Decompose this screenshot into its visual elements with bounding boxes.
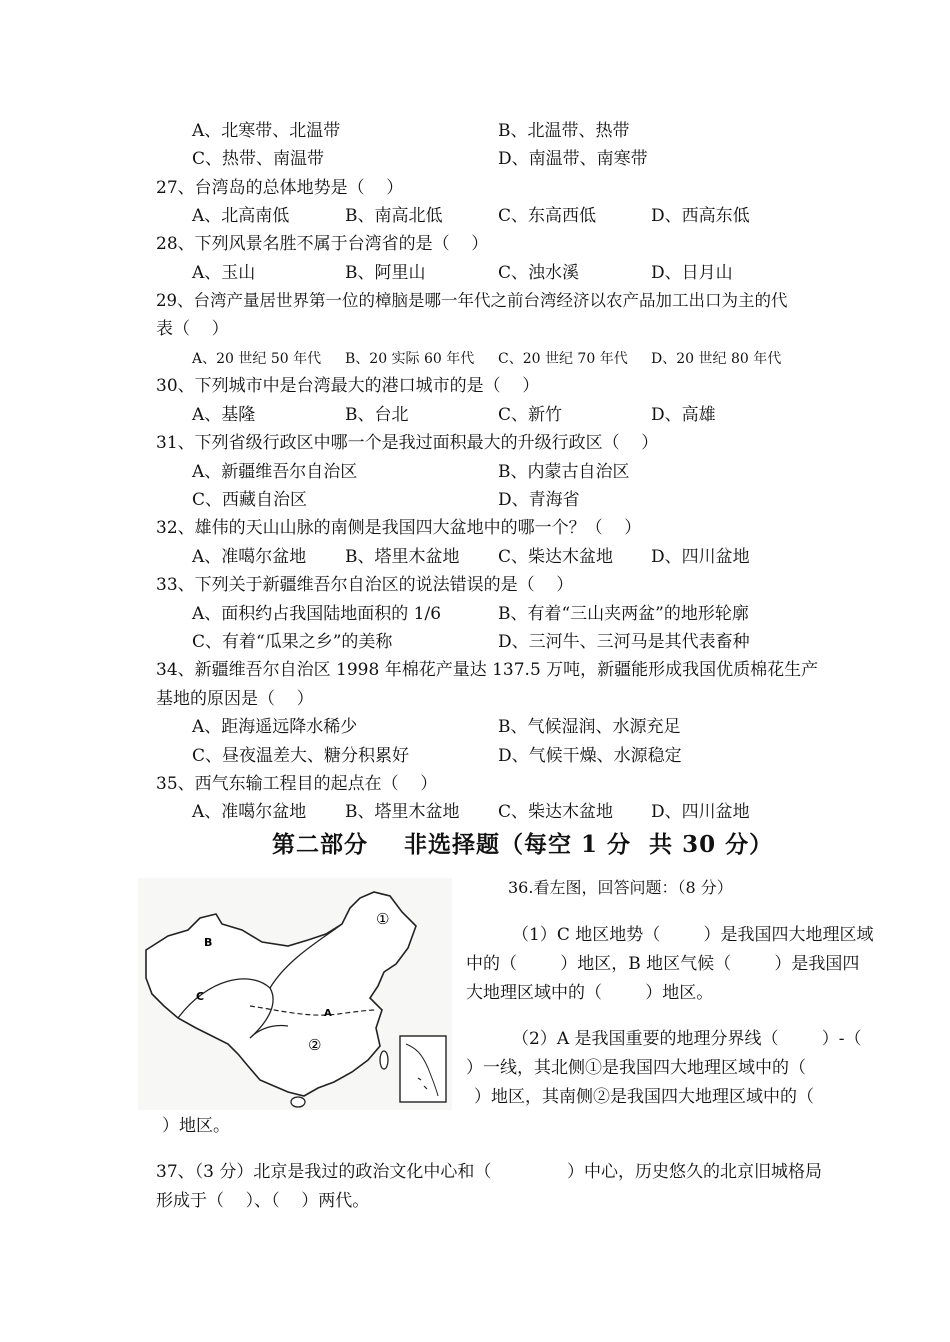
q34-option-d: D、气候干燥、水源稳定 bbox=[498, 746, 682, 766]
q29-option-d: D、20 世纪 80 年代 bbox=[651, 351, 782, 367]
q30-stem: 30、下列城市中是台湾最大的港口城市的是（ ） bbox=[156, 376, 540, 396]
q34-option-b: B、气候湿润、水源充足 bbox=[498, 717, 681, 737]
map-label-c: C bbox=[196, 990, 205, 1003]
section-heading: 第二部分 非选择题（每空 1 分 共 30 分） bbox=[272, 831, 774, 858]
q36-part1-line3: 大地理区域中的（ ）地区。 bbox=[466, 983, 714, 1003]
q36-part2-line2: ）一线，其北侧①是我国四大地理区域中的（ bbox=[466, 1058, 806, 1078]
map-label-region-1: ① bbox=[376, 910, 390, 928]
q35-option-c: C、柴达木盆地 bbox=[498, 802, 614, 822]
q36-part1-line2: 中的（ ）地区，B 地区气候（ ）是我国四 bbox=[466, 954, 860, 974]
q33-option-a: A、面积约占我国陆地面积的 1/6 bbox=[192, 604, 442, 624]
q31-option-a: A、新疆维吾尔自治区 bbox=[192, 462, 358, 482]
q27-option-c: C、东高西低 bbox=[498, 206, 597, 226]
q32-option-b: B、塔里木盆地 bbox=[345, 547, 460, 567]
q34-stem-line1: 34、新疆维吾尔自治区 1998 年棉花产量达 137.5 万吨，新疆能形成我国优质棉花生产 bbox=[156, 660, 819, 680]
q30-option-b: B、台北 bbox=[345, 405, 409, 425]
map-label-region-2: ② bbox=[308, 1036, 322, 1054]
q31-stem: 31、下列省级行政区中哪一个是我过面积最大的升级行政区（ ） bbox=[156, 433, 659, 453]
q36-stem: 36.看左图，回答问题：（8 分） bbox=[508, 878, 733, 897]
q33-option-c: C、有着“瓜果之乡”的美称 bbox=[192, 632, 393, 652]
q33-stem: 33、下列关于新疆维吾尔自治区的说法错误的是（ ） bbox=[156, 575, 574, 595]
q34-stem-line2: 基地的原因是（ ） bbox=[156, 689, 314, 709]
q30-option-c: C、新竹 bbox=[498, 405, 563, 425]
q32-option-c: C、柴达木盆地 bbox=[498, 547, 614, 567]
q35-option-a: A、准噶尔盆地 bbox=[192, 802, 307, 822]
q35-option-b: B、塔里木盆地 bbox=[345, 802, 460, 822]
q28-option-c: C、浊水溪 bbox=[498, 263, 580, 283]
q27-option-d: D、西高东低 bbox=[651, 206, 750, 226]
q31-option-b: B、内蒙古自治区 bbox=[498, 462, 630, 482]
q28-option-d: D、日月山 bbox=[651, 263, 733, 283]
q32-option-a: A、准噶尔盆地 bbox=[192, 547, 307, 567]
map-label-a: A bbox=[324, 1008, 332, 1019]
q29-option-c: C、20 世纪 70 年代 bbox=[498, 351, 628, 367]
taiwan-island bbox=[380, 1051, 388, 1069]
china-region-map bbox=[138, 878, 452, 1110]
q26-option-b: B、北温带、热带 bbox=[498, 121, 630, 141]
q36-part2-line4: ）地区。 bbox=[162, 1116, 230, 1136]
q27-option-a: A、北高南低 bbox=[192, 206, 290, 226]
q26-option-c: C、热带、南温带 bbox=[192, 149, 325, 169]
q29-option-b: B、20 实际 60 年代 bbox=[345, 351, 475, 367]
q32-stem: 32、雄伟的天山山脉的南侧是我国四大盆地中的哪一个？（ ） bbox=[156, 518, 642, 538]
q26-option-a: A、北寒带、北温带 bbox=[192, 121, 341, 141]
q35-stem: 35、西气东输工程目的起点在（ ） bbox=[156, 774, 438, 794]
q36-part1-line1: （1）C 地区地势（ ）是我国四大地理区域 bbox=[512, 925, 874, 945]
hainan-island bbox=[291, 1097, 305, 1107]
q28-option-b: B、阿里山 bbox=[345, 263, 426, 283]
q33-option-d: D、三河牛、三河马是其代表畜种 bbox=[498, 632, 750, 652]
q31-option-d: D、青海省 bbox=[498, 490, 580, 510]
q26-option-d: D、南温带、南寒带 bbox=[498, 149, 648, 169]
south-china-sea-inset bbox=[400, 1036, 446, 1102]
q29-stem-line1: 29、台湾产量居世界第一位的樟脑是哪一年代之前台湾经济以农产品加工出口为主的代 bbox=[156, 291, 788, 310]
q30-option-a: A、基隆 bbox=[192, 405, 256, 425]
q35-option-d: D、四川盆地 bbox=[651, 802, 750, 822]
q34-option-c: C、昼夜温差大、糖分积累好 bbox=[192, 746, 410, 766]
q31-option-c: C、西藏自治区 bbox=[192, 490, 308, 510]
q33-option-b: B、有着“三山夹两盆”的地形轮廓 bbox=[498, 604, 749, 624]
q37-line1: 37、（3 分）北京是我过的政治文化中心和（ ）中心，历史悠久的北京旧城格局 bbox=[156, 1162, 823, 1182]
q28-option-a: A、玉山 bbox=[192, 263, 256, 283]
q32-option-d: D、四川盆地 bbox=[651, 547, 750, 567]
q27-stem: 27、台湾岛的总体地势是（ ） bbox=[156, 178, 404, 198]
map-label-b: B bbox=[204, 936, 213, 949]
q28-stem: 28、下列风景名胜不属于台湾省的是（ ） bbox=[156, 234, 489, 254]
q34-option-a: A、距海遥远降水稀少 bbox=[192, 717, 358, 737]
q37-line2: 形成于（ ）、（ ）两代。 bbox=[156, 1191, 370, 1211]
q30-option-d: D、高雄 bbox=[651, 405, 716, 425]
q29-option-a: A、20 世纪 50 年代 bbox=[192, 351, 322, 367]
q36-part2-line3: ）地区，其南侧②是我国四大地理区域中的（ bbox=[474, 1087, 814, 1107]
q29-stem-line2: 表（ ） bbox=[156, 319, 229, 339]
q27-option-b: B、南高北低 bbox=[345, 206, 443, 226]
q36-part2-line1: （2）A 是我国重要的地理分界线（ ）-（ bbox=[512, 1029, 862, 1049]
